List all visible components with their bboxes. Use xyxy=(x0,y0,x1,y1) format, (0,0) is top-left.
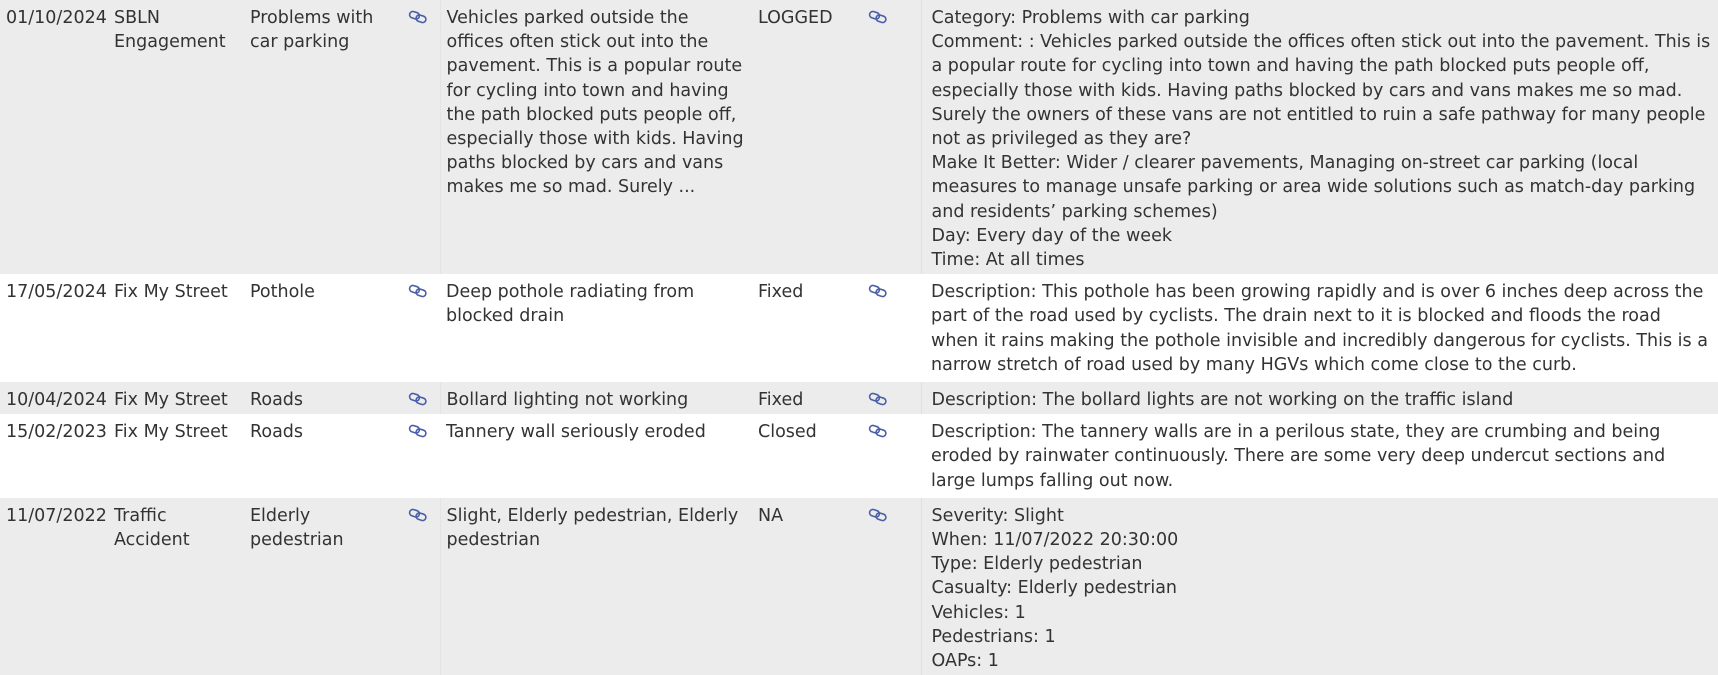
link-icon[interactable] xyxy=(408,424,430,440)
details-cell xyxy=(921,496,1718,675)
details-cell xyxy=(921,414,1718,496)
link-icon[interactable] xyxy=(408,392,430,408)
status-cell: Closed xyxy=(752,414,862,496)
detail-line: OAPs: 1 xyxy=(931,651,999,672)
table-row xyxy=(0,0,1718,274)
detail-line: Type: Elderly pedestrian xyxy=(931,554,1143,575)
link-icon[interactable] xyxy=(408,10,430,26)
link-icon[interactable] xyxy=(868,508,890,524)
detail-line: Category: Problems with car parking xyxy=(931,8,1250,28)
detail-line: Pedestrians: 1 xyxy=(931,626,1056,647)
details-link-cell xyxy=(862,274,921,380)
table-row xyxy=(0,414,1718,496)
link-icon[interactable] xyxy=(868,284,890,300)
category-cell: Pothole xyxy=(244,274,406,380)
details-link-cell xyxy=(862,414,921,496)
category-cell: Problems with car parking xyxy=(244,0,406,274)
detail-line: Make It Better: Wider / clearer pavements, Managing on-street car parking (local measures to manage unsafe parking or area wide solutions such as match-day parking and residents’ parking schemes) xyxy=(931,153,1696,222)
status-cell: Fixed xyxy=(752,274,862,380)
link-icon[interactable] xyxy=(868,424,890,440)
link-icon[interactable] xyxy=(868,10,890,26)
source-cell: Traffic Accident xyxy=(108,496,244,675)
category-cell: Elderly pedestrian xyxy=(244,496,406,675)
date-cell: 17/05/2024 xyxy=(0,274,108,380)
detail-line: Casualty: Elderly pedestrian xyxy=(931,578,1178,599)
source-cell: Fix My Street xyxy=(108,381,244,415)
date-cell: 11/07/2022 xyxy=(0,496,108,675)
table-row xyxy=(0,496,1718,675)
summary-link-cell xyxy=(406,496,440,675)
detail-line: Time: At all times xyxy=(931,250,1085,271)
table-row xyxy=(0,274,1718,380)
summary-cell: Slight, Elderly pedestrian, Elderly pedestrian xyxy=(440,496,752,675)
source-cell: SBLN Engagement xyxy=(108,0,244,274)
status-cell: NA xyxy=(752,496,862,675)
date-cell: 10/04/2024 xyxy=(0,381,108,415)
detail-line: Description: The bollard lights are not working on the traffic island xyxy=(931,390,1514,411)
details-link-cell xyxy=(862,0,921,274)
source-cell: Fix My Street xyxy=(108,414,244,496)
link-icon[interactable] xyxy=(408,508,430,524)
status-cell: LOGGED xyxy=(752,0,862,274)
details-cell xyxy=(921,0,1718,274)
summary-cell: Deep pothole radiating from blocked drain xyxy=(440,274,752,380)
status-cell: Fixed xyxy=(752,381,862,415)
date-cell: 01/10/2024 xyxy=(0,0,108,274)
summary-cell: Bollard lighting not working xyxy=(440,381,752,415)
details-cell xyxy=(921,274,1718,380)
category-cell: Roads xyxy=(244,414,406,496)
link-icon[interactable] xyxy=(868,392,890,408)
summary-link-cell xyxy=(406,414,440,496)
details-link-cell xyxy=(862,381,921,415)
detail-line: When: 11/07/2022 20:30:00 xyxy=(931,530,1179,551)
detail-line: Day: Every day of the week xyxy=(931,225,1172,246)
summary-cell: Vehicles parked outside the offices often stick out into the pavement. This is a popular route for cycling into town and having the path blocked puts people off, especially those with kids. Having paths blocked by cars and vans makes me so mad. Surely ... xyxy=(440,0,752,274)
table-row xyxy=(0,381,1718,415)
detail-line: Comment: : Vehicles parked outside the offices often stick out into the pavement. This is a popular route for cycling into town and having the path blocked puts people off, especially those with kids. Having paths blocked by cars and vans makes me so mad. Surely the owners of these vans are not entitled to ruin a safe pathway for many people not as privileged as they are? xyxy=(931,32,1711,150)
link-icon[interactable] xyxy=(408,284,430,300)
summary-cell: Tannery wall seriously eroded xyxy=(440,414,752,496)
detail-line: Vehicles: 1 xyxy=(931,602,1026,623)
summary-link-cell xyxy=(406,274,440,380)
detail-line: Severity: Slight xyxy=(931,505,1064,526)
summary-link-cell xyxy=(406,0,440,274)
category-cell: Roads xyxy=(244,381,406,415)
date-cell: 15/02/2023 xyxy=(0,414,108,496)
detail-line: Description: This pothole has been growing rapidly and is over 6 inches deep across the part of the road used by cyclists. The drain next to it is blocked and floods the road when it rains making the pothole invisible and incredibly dangerous for cyclists. This is a narrow stretch of road used by many HGVs which come close to the curb. xyxy=(931,282,1708,375)
detail-line: Description: The tannery walls are in a perilous state, they are crumbing and being eroded by rainwater continuously. There are some very deep undercut sections and large lumps falling out now. xyxy=(931,422,1666,491)
source-cell: Fix My Street xyxy=(108,274,244,380)
details-link-cell xyxy=(862,496,921,675)
summary-link-cell xyxy=(406,381,440,415)
details-cell xyxy=(921,381,1718,415)
